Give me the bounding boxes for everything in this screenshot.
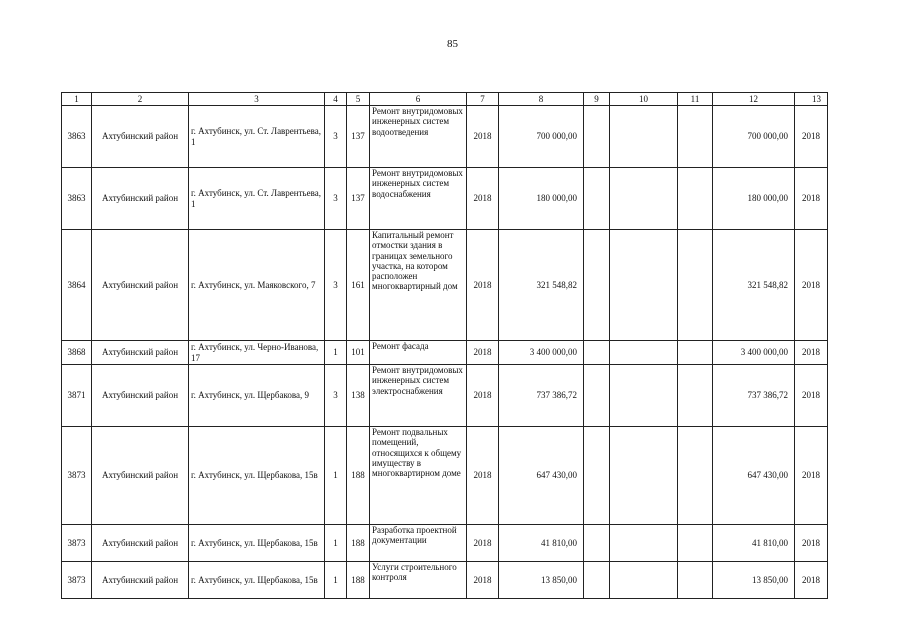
address-cell: г. Ахтубинск, ул. Ст. Лаврентьева, 1 (189, 106, 325, 168)
column-5-value: 137 (347, 106, 370, 168)
completion-year-cell: 2018 (795, 427, 828, 525)
column-10-value (610, 427, 678, 525)
amount-cell: 737 386,72 (499, 365, 584, 427)
row-number: 3871 (62, 365, 92, 427)
row-number: 3864 (62, 230, 92, 341)
column-11-value (678, 525, 713, 562)
column-10-value (610, 168, 678, 230)
district-cell: Ахтубинский район (92, 106, 189, 168)
column-4-value: 1 (325, 427, 347, 525)
amount-cell: 41 810,00 (499, 525, 584, 562)
total-amount-cell: 737 386,72 (713, 365, 795, 427)
column-9-value (584, 230, 610, 341)
column-9-value (584, 341, 610, 365)
address-cell: г. Ахтубинск, ул. Щербакова, 15в (189, 562, 325, 599)
completion-year-cell: 2018 (795, 525, 828, 562)
amount-cell: 700 000,00 (499, 106, 584, 168)
amount-cell: 647 430,00 (499, 427, 584, 525)
amount-cell: 321 548,82 (499, 230, 584, 341)
table-row (62, 365, 828, 427)
work-type-cell: Ремонт внутридомовых инженерных систем электроснабжения (370, 365, 467, 427)
work-type-cell: Разработка проектной документации (370, 525, 467, 562)
completion-year-cell: 2018 (795, 230, 828, 341)
table-row (62, 525, 828, 562)
address-cell: г. Ахтубинск, ул. Щербакова, 15в (189, 525, 325, 562)
column-11-value (678, 427, 713, 525)
column-10-value (610, 562, 678, 599)
year-cell: 2018 (467, 168, 499, 230)
column-4-value: 3 (325, 365, 347, 427)
column-9-value (584, 427, 610, 525)
row-number: 3863 (62, 168, 92, 230)
row-number: 3873 (62, 427, 92, 525)
year-cell: 2018 (467, 427, 499, 525)
address-cell: г. Ахтубинск, ул. Ст. Лаврентьева, 1 (189, 168, 325, 230)
column-9-value (584, 365, 610, 427)
work-type-cell: Ремонт внутридомовых инженерных систем водоснабжения (370, 168, 467, 230)
column-number: 13 (795, 93, 828, 106)
completion-year-cell: 2018 (795, 341, 828, 365)
year-cell: 2018 (467, 106, 499, 168)
table-row (62, 427, 828, 525)
district-cell: Ахтубинский район (92, 168, 189, 230)
column-5-value: 138 (347, 365, 370, 427)
column-11-value (678, 365, 713, 427)
row-number: 3873 (62, 562, 92, 599)
completion-year-cell: 2018 (795, 562, 828, 599)
column-10-value (610, 525, 678, 562)
table-row (62, 230, 828, 341)
total-amount-cell: 180 000,00 (713, 168, 795, 230)
work-type-cell: Ремонт внутридомовых инженерных систем водоотведения (370, 106, 467, 168)
register-table (61, 92, 828, 599)
district-cell: Ахтубинский район (92, 562, 189, 599)
table-row (62, 341, 828, 365)
table-row (62, 106, 828, 168)
row-number: 3873 (62, 525, 92, 562)
amount-cell: 13 850,00 (499, 562, 584, 599)
total-amount-cell: 321 548,82 (713, 230, 795, 341)
year-cell: 2018 (467, 230, 499, 341)
completion-year-cell: 2018 (795, 365, 828, 427)
column-number: 12 (713, 93, 795, 106)
column-9-value (584, 525, 610, 562)
column-5-value: 101 (347, 341, 370, 365)
column-number-row (62, 93, 828, 106)
district-cell: Ахтубинский район (92, 427, 189, 525)
column-4-value: 1 (325, 562, 347, 599)
table-row (62, 562, 828, 599)
column-number: 1 (62, 93, 92, 106)
address-cell: г. Ахтубинск, ул. Маяковского, 7 (189, 230, 325, 341)
total-amount-cell: 41 810,00 (713, 525, 795, 562)
address-cell: г. Ахтубинск, ул. Щербакова, 9 (189, 365, 325, 427)
total-amount-cell: 700 000,00 (713, 106, 795, 168)
column-5-value: 137 (347, 168, 370, 230)
completion-year-cell: 2018 (795, 106, 828, 168)
column-5-value: 188 (347, 427, 370, 525)
column-11-value (678, 341, 713, 365)
column-10-value (610, 230, 678, 341)
column-9-value (584, 168, 610, 230)
page-number: 85 (447, 38, 458, 50)
column-number: 3 (189, 93, 325, 106)
column-11-value (678, 562, 713, 599)
year-cell: 2018 (467, 562, 499, 599)
column-11-value (678, 168, 713, 230)
column-4-value: 3 (325, 230, 347, 341)
column-9-value (584, 106, 610, 168)
column-4-value: 1 (325, 341, 347, 365)
year-cell: 2018 (467, 341, 499, 365)
column-4-value: 3 (325, 106, 347, 168)
total-amount-cell: 13 850,00 (713, 562, 795, 599)
row-number: 3868 (62, 341, 92, 365)
district-cell: Ахтубинский район (92, 525, 189, 562)
column-number: 11 (678, 93, 713, 106)
work-type-cell: Ремонт подвальных помещений, относящихся к общему имуществу в многоквартирном доме (370, 427, 467, 525)
column-number: 2 (92, 93, 189, 106)
column-5-value: 188 (347, 562, 370, 599)
column-5-value: 188 (347, 525, 370, 562)
column-11-value (678, 230, 713, 341)
table-row (62, 168, 828, 230)
district-cell: Ахтубинский район (92, 341, 189, 365)
row-number: 3863 (62, 106, 92, 168)
column-11-value (678, 106, 713, 168)
total-amount-cell: 647 430,00 (713, 427, 795, 525)
column-5-value: 161 (347, 230, 370, 341)
column-number: 9 (584, 93, 610, 106)
year-cell: 2018 (467, 365, 499, 427)
column-10-value (610, 365, 678, 427)
column-number: 10 (610, 93, 678, 106)
column-number: 7 (467, 93, 499, 106)
work-type-cell: Капитальный ремонт отмостки здания в границах земельного участка, на котором расположен многоквартирный дом (370, 230, 467, 341)
column-10-value (610, 106, 678, 168)
column-9-value (584, 562, 610, 599)
column-4-value: 3 (325, 168, 347, 230)
column-10-value (610, 341, 678, 365)
address-cell: г. Ахтубинск, ул. Щербакова, 15в (189, 427, 325, 525)
column-4-value: 1 (325, 525, 347, 562)
amount-cell: 3 400 000,00 (499, 341, 584, 365)
column-number: 6 (370, 93, 467, 106)
district-cell: Ахтубинский район (92, 230, 189, 341)
year-cell: 2018 (467, 525, 499, 562)
column-number: 5 (347, 93, 370, 106)
total-amount-cell: 3 400 000,00 (713, 341, 795, 365)
district-cell: Ахтубинский район (92, 365, 189, 427)
work-type-cell: Услуги строительного контроля (370, 562, 467, 599)
completion-year-cell: 2018 (795, 168, 828, 230)
amount-cell: 180 000,00 (499, 168, 584, 230)
column-number: 8 (499, 93, 584, 106)
column-number: 4 (325, 93, 347, 106)
work-type-cell: Ремонт фасада (370, 341, 467, 365)
address-cell: г. Ахтубинск, ул. Черно-Иванова, 17 (189, 341, 325, 365)
